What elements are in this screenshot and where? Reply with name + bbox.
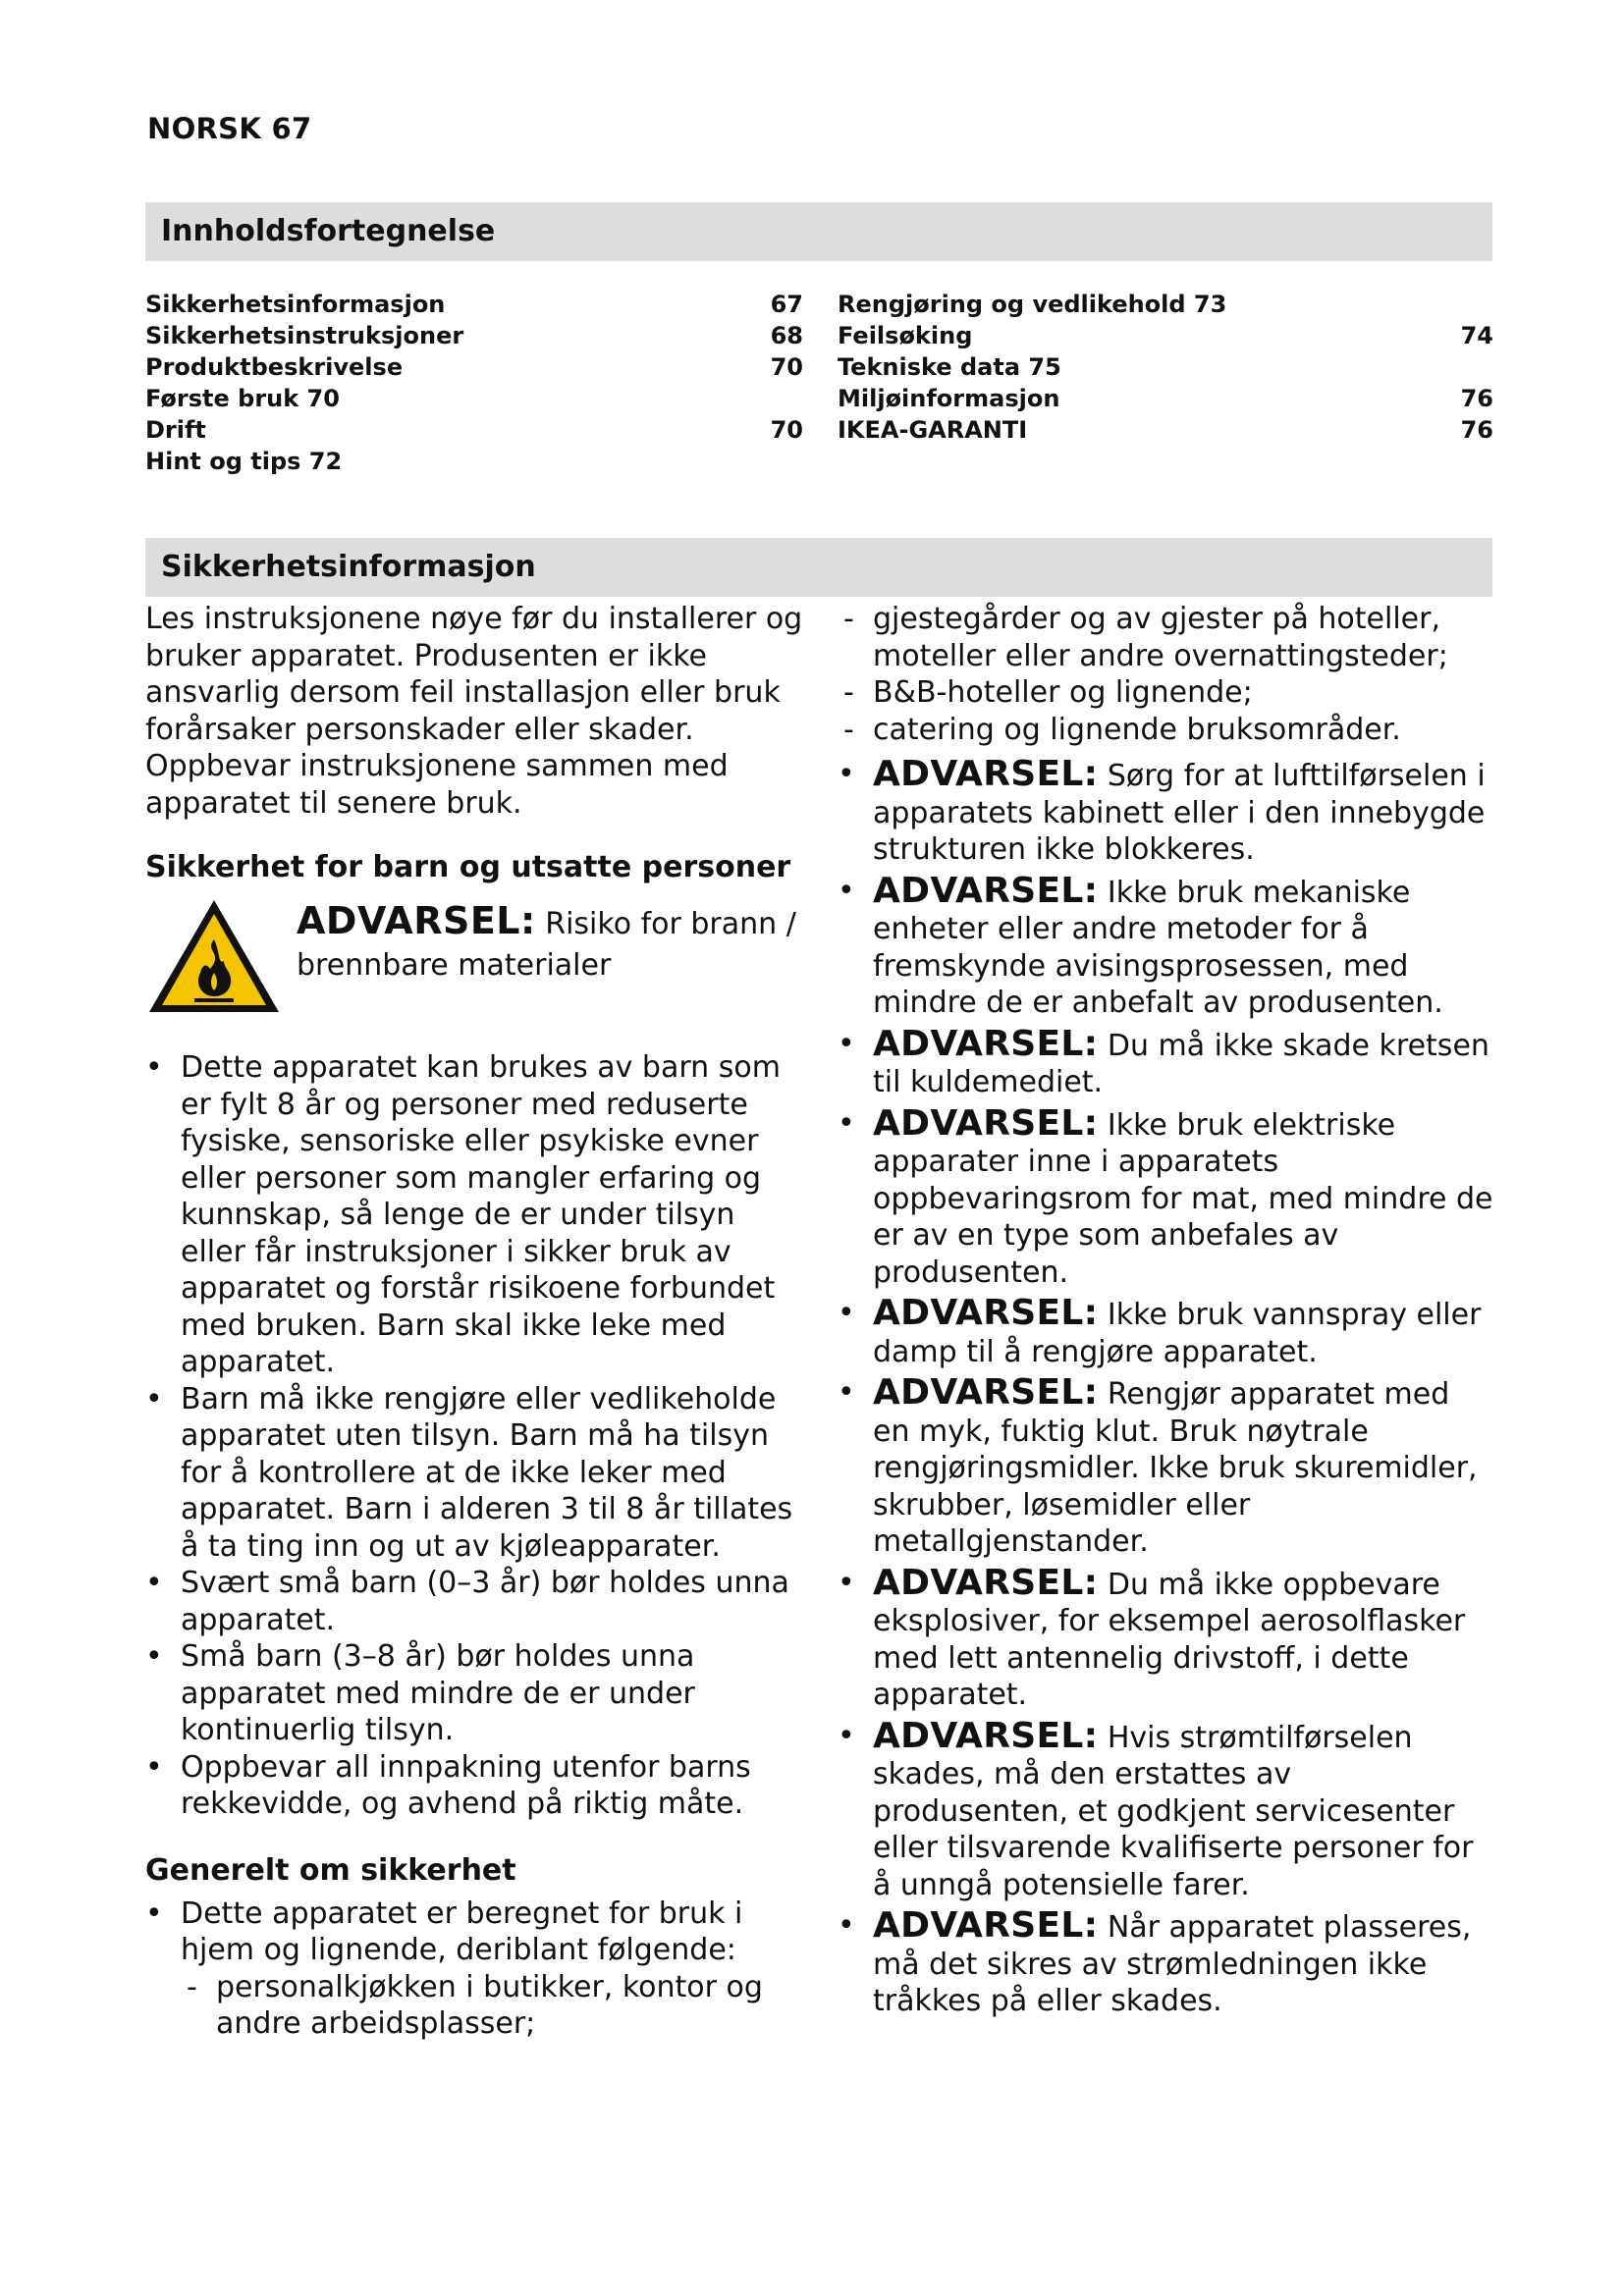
warning-item: • ADVARSEL: Sørg for at lufttilførselen i apparatets kabinett eller i den innebygde strukturen ikke blokkeres. bbox=[838, 756, 1493, 869]
general-dash-list-continued bbox=[838, 601, 1493, 748]
warning-item: • ADVARSEL: Du må ikke skade kretsen til kuldemediet. bbox=[838, 1026, 1493, 1101]
safety-heading: Sikkerhetsinformasjon bbox=[145, 538, 1492, 597]
general-heading: Generelt om sikkerhet bbox=[145, 1852, 516, 1888]
dash-item: - B&B-hoteller og lignende; bbox=[838, 674, 1493, 712]
left-column bbox=[145, 601, 805, 2043]
toc-heading: Innholdsfortegnelse bbox=[145, 202, 1492, 261]
list-item: • Svært små barn (0–3 år) bør holdes unna apparatet. bbox=[145, 1565, 805, 1638]
flammable-warning-icon bbox=[145, 896, 283, 1016]
warning-text: Risiko for brann / brennbare materialer bbox=[297, 907, 796, 983]
warning-label: ADVARSEL: bbox=[297, 899, 536, 942]
list-item: • Dette apparatet kan brukes av barn som er fylt 8 år og personer med reduserte fysiske, sensoriske eller psykiske evner eller personer som mangler erfaring og kunnskap, så lenge de er under tilsyn eller får instruksjoner i sikker bruk av apparatet og forstår risikoene forbundet med bruken. Barn skal ikke leke med apparatet. bbox=[145, 1049, 805, 1381]
warning-item: • ADVARSEL: Hvis strømtilførselen skades, må den erstattes av produsenten, et godkjent servicesenter eller tilsvarende kvalifiserte personer for å unngå potensielle farer. bbox=[838, 1718, 1493, 1904]
warning-list bbox=[838, 756, 1493, 2020]
toc-entry[interactable]: Første bruk 70 bbox=[145, 385, 340, 412]
dash-item: - gjestegårder og av gjester på hoteller, moteller eller andre overnattingsteder; bbox=[838, 601, 1493, 674]
children-heading: Sikkerhet for barn og utsatte personer bbox=[145, 850, 791, 884]
toc-entry[interactable]: Hint og tips 72 bbox=[145, 448, 343, 475]
general-bullets bbox=[145, 1896, 805, 2043]
warning-item: • ADVARSEL: Ikke bruk vannspray eller damp til å rengjøre apparatet. bbox=[838, 1295, 1493, 1370]
warning-item: • ADVARSEL: Ikke bruk elektriske apparater inne i apparatets oppbevaringsrom for mat, med mindre de er av en type som anbefales av produsenten. bbox=[838, 1105, 1493, 1292]
warning-item: • ADVARSEL: Rengjør apparatet med en myk, fuktig klut. Bruk nøytrale rengjøringsmidler. Ikke bruk skuremidler, skrubber, løsemidler eller metallgjenstander. bbox=[838, 1374, 1493, 1561]
toc-entry[interactable]: Sikkerhetsinstruksjoner 68 bbox=[145, 322, 803, 349]
toc-right-column bbox=[838, 289, 1493, 446]
fire-warning bbox=[145, 896, 805, 1016]
warning-item: • ADVARSEL: Når apparatet plasseres, må det sikres av strømledningen ikke tråkkes på eller skades. bbox=[838, 1907, 1493, 2020]
dash-item: - personalkjøkken i butikker, kontor og andre arbeidsplasser; bbox=[181, 1969, 805, 2043]
toc-left-column bbox=[145, 289, 803, 477]
toc-entry[interactable]: IKEA-GARANTI 76 bbox=[838, 416, 1493, 444]
list-item: • Små barn (3–8 år) bør holdes unna apparatet med mindre de er under kontinuerlig tilsyn. bbox=[145, 1638, 805, 1749]
toc-entry[interactable]: Feilsøking 74 bbox=[838, 322, 1493, 349]
fire-warning-text bbox=[297, 900, 805, 987]
warning-item: • ADVARSEL: Ikke bruk mekaniske enheter eller andre metoder for å fremskynde avisingsprosessen, med mindre de er anbefalt av produsenten. bbox=[838, 873, 1493, 1022]
toc-entry[interactable]: Miljøinformasjon 76 bbox=[838, 385, 1493, 412]
page-header: NORSK 67 bbox=[147, 112, 312, 145]
children-bullets bbox=[145, 1049, 805, 1823]
list-item: • Oppbevar all innpakning utenfor barns rekkevidde, og avhend på riktig måte. bbox=[145, 1749, 805, 1823]
toc-entry[interactable]: Rengjøring og vedlikehold 73 bbox=[838, 291, 1227, 318]
list-item: • Barn må ikke rengjøre eller vedlikeholde apparatet uten tilsyn. Barn må ha tilsyn for å kontrollere at de ikke leker med apparatet. Barn i alderen 3 til 8 år tillates å ta ting inn og ut av kjøleapparater. bbox=[145, 1381, 805, 1566]
toc-entry[interactable]: Produktbeskrivelse 70 bbox=[145, 353, 803, 381]
toc-entry[interactable]: Sikkerhetsinformasjon 67 bbox=[145, 291, 803, 318]
toc-entry[interactable]: Drift 70 bbox=[145, 416, 803, 444]
warning-item: • ADVARSEL: Du må ikke oppbevare eksplosiver, for eksempel aerosolflasker med lett antennelig drivstoff, i dette apparatet. bbox=[838, 1565, 1493, 1714]
dash-item: - catering og lignende bruksområder. bbox=[838, 712, 1493, 749]
general-dash-list bbox=[181, 1969, 805, 2043]
toc-entry[interactable]: Tekniske data 75 bbox=[838, 353, 1061, 381]
right-column bbox=[838, 601, 1493, 2020]
list-item: • Dette apparatet er beregnet for bruk i hjem og lignende, deriblant følgende: - personalkjøkken i butikker, kontor og andre arbeidsplasser; bbox=[145, 1896, 805, 2043]
intro-paragraph: Les instruksjonene nøye før du installerer og bruker apparatet. Produsenten er ikke ansvarlig dersom feil installasjon eller bruk forårsaker personskader eller skader. Oppbevar instruksjonene sammen med apparatet til senere bruk. bbox=[145, 602, 803, 821]
